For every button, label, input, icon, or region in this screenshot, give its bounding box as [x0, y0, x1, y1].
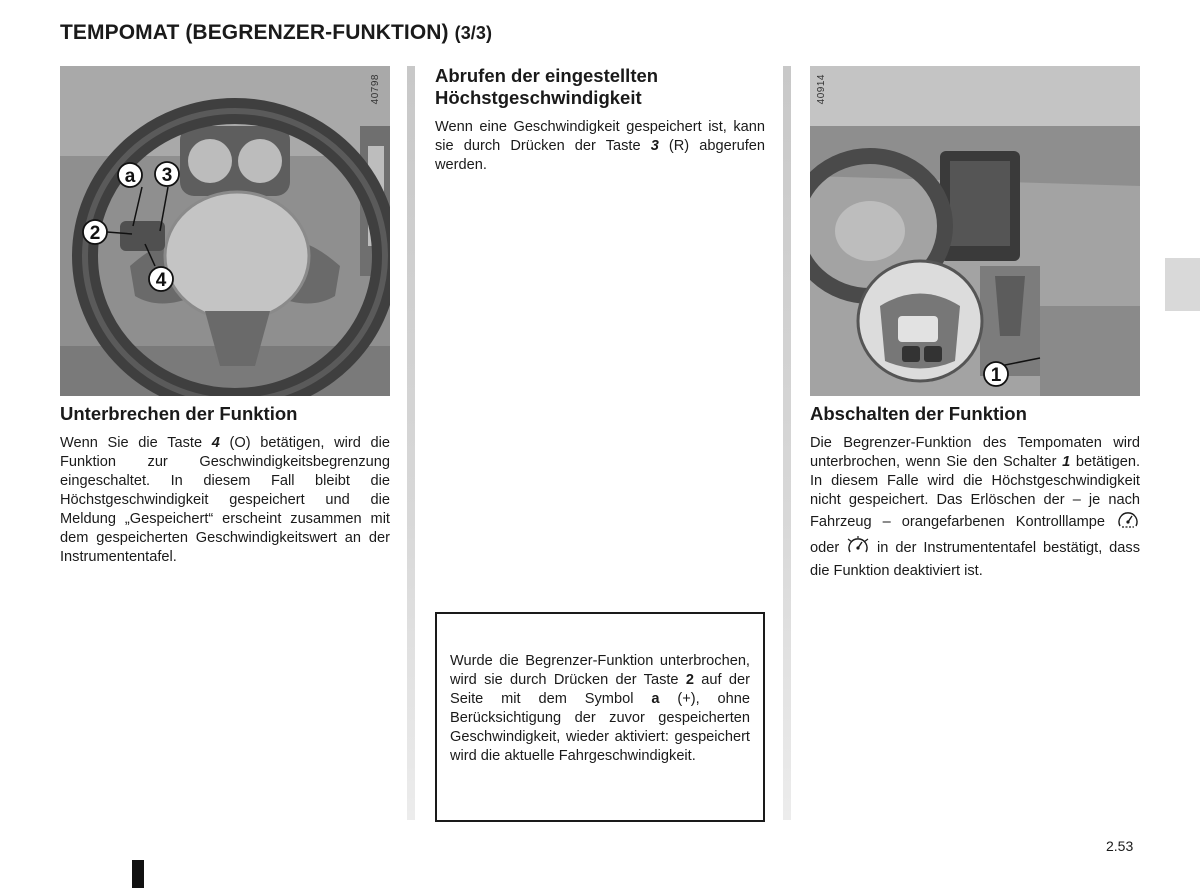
- title-main: TEMPOMAT (BEGRENZER-FUNKTION): [60, 21, 449, 44]
- speed-limiter-lamp-alt-icon: [846, 536, 870, 562]
- text-abrufen-part2: (R) abgerufen werden.: [435, 138, 765, 173]
- callout-a-label: a: [124, 166, 136, 187]
- key-1-reference: 1: [1062, 454, 1071, 470]
- key-2-reference: 2: [685, 672, 694, 688]
- text-abschalten: [810, 434, 1140, 581]
- chapter-tab: [1165, 258, 1200, 311]
- callout-2-label: 2: [89, 223, 101, 244]
- dashboard-photo: [810, 66, 1140, 396]
- symbol-a-reference: a: [651, 691, 660, 707]
- note-text-part2: auf der Seite mit dem Symbol: [450, 672, 750, 707]
- page-number: 2.53: [1106, 838, 1134, 854]
- title-page-of: (3/3): [454, 23, 493, 43]
- right-figure-callouts: [810, 66, 1140, 396]
- text-abschalten-part4: in der Instrumententafel bestätigt, dass die Funktion deaktiviert ist.: [810, 540, 1140, 579]
- figure-id-right: 40914: [816, 74, 827, 105]
- key-4-reference: 4: [211, 435, 220, 451]
- note-text-part1: Wurde die Begrenzer-Funktion unterbrochen, wird sie durch Drücken der Taste: [450, 653, 750, 688]
- text-unterbrechen: [60, 434, 390, 567]
- text-abrufen-part1: Wenn eine Geschwindigkeit gespeichert ist, kann sie durch Drücken der Taste: [435, 119, 765, 154]
- text-unterbrechen-part2: (O) betätigen, wird die Funktion zur Geschwindigkeitsbegrenzung eingeschaltet. In diesem Fall bleibt die Höchstgeschwindigkeit gespeichert und die Meldung „Gespeichert“ erscheint zusammen mit dem gespeicherten Geschwindigkeitswert an der Instrumententafel.: [60, 435, 390, 565]
- page-title: [60, 21, 492, 45]
- steering-wheel-photo: [60, 66, 390, 396]
- section-abschalten: [810, 403, 1140, 581]
- note-text: [450, 652, 750, 766]
- edge-marker: [132, 860, 144, 888]
- callout-4-label: 4: [155, 270, 167, 291]
- callout-1-label: 1: [990, 365, 1002, 386]
- text-unterbrechen-part1: Wenn Sie die Taste: [60, 435, 212, 451]
- note-box: [435, 612, 765, 822]
- speed-limiter-lamp-icon: [1116, 510, 1140, 536]
- section-unterbrechen: [60, 403, 390, 567]
- note-text-part3: (+), ohne Berücksichtigung der zuvor gespeicherten Geschwindigkeit, wieder aktiviert: gespeichert wird die aktuelle Fahrgeschwindigkeit.: [450, 691, 750, 764]
- column-divider-right: [783, 66, 791, 820]
- heading-abrufen-line2: Höchstgeschwindigkeit: [435, 87, 642, 108]
- heading-abschalten: Abschalten der Funktion: [810, 403, 1027, 424]
- text-abschalten-part3: oder: [810, 540, 847, 556]
- heading-unterbrechen: Unterbrechen der Funktion: [60, 403, 298, 424]
- left-figure-callouts: [60, 66, 390, 396]
- column-divider-left: [407, 66, 415, 820]
- text-abrufen: [435, 118, 765, 175]
- callout-3-label: 3: [161, 165, 173, 186]
- section-abrufen: [435, 65, 765, 175]
- text-abschalten-part2: betätigen. In diesem Falle wird die Höchstgeschwindigkeit nicht gespeichert. Das Erlöschen der – je nach Fahrzeug – orangefarbenen Kontrolllampe: [810, 454, 1140, 530]
- key-3-reference: 3: [650, 138, 659, 154]
- text-abschalten-part1: Die Begrenzer-Funktion des Tempomaten wird unterbrochen, wenn Sie den Schalter: [810, 435, 1140, 470]
- heading-abrufen-line1: Abrufen der eingestellten: [435, 65, 659, 86]
- figure-id-left: 40798: [370, 74, 381, 105]
